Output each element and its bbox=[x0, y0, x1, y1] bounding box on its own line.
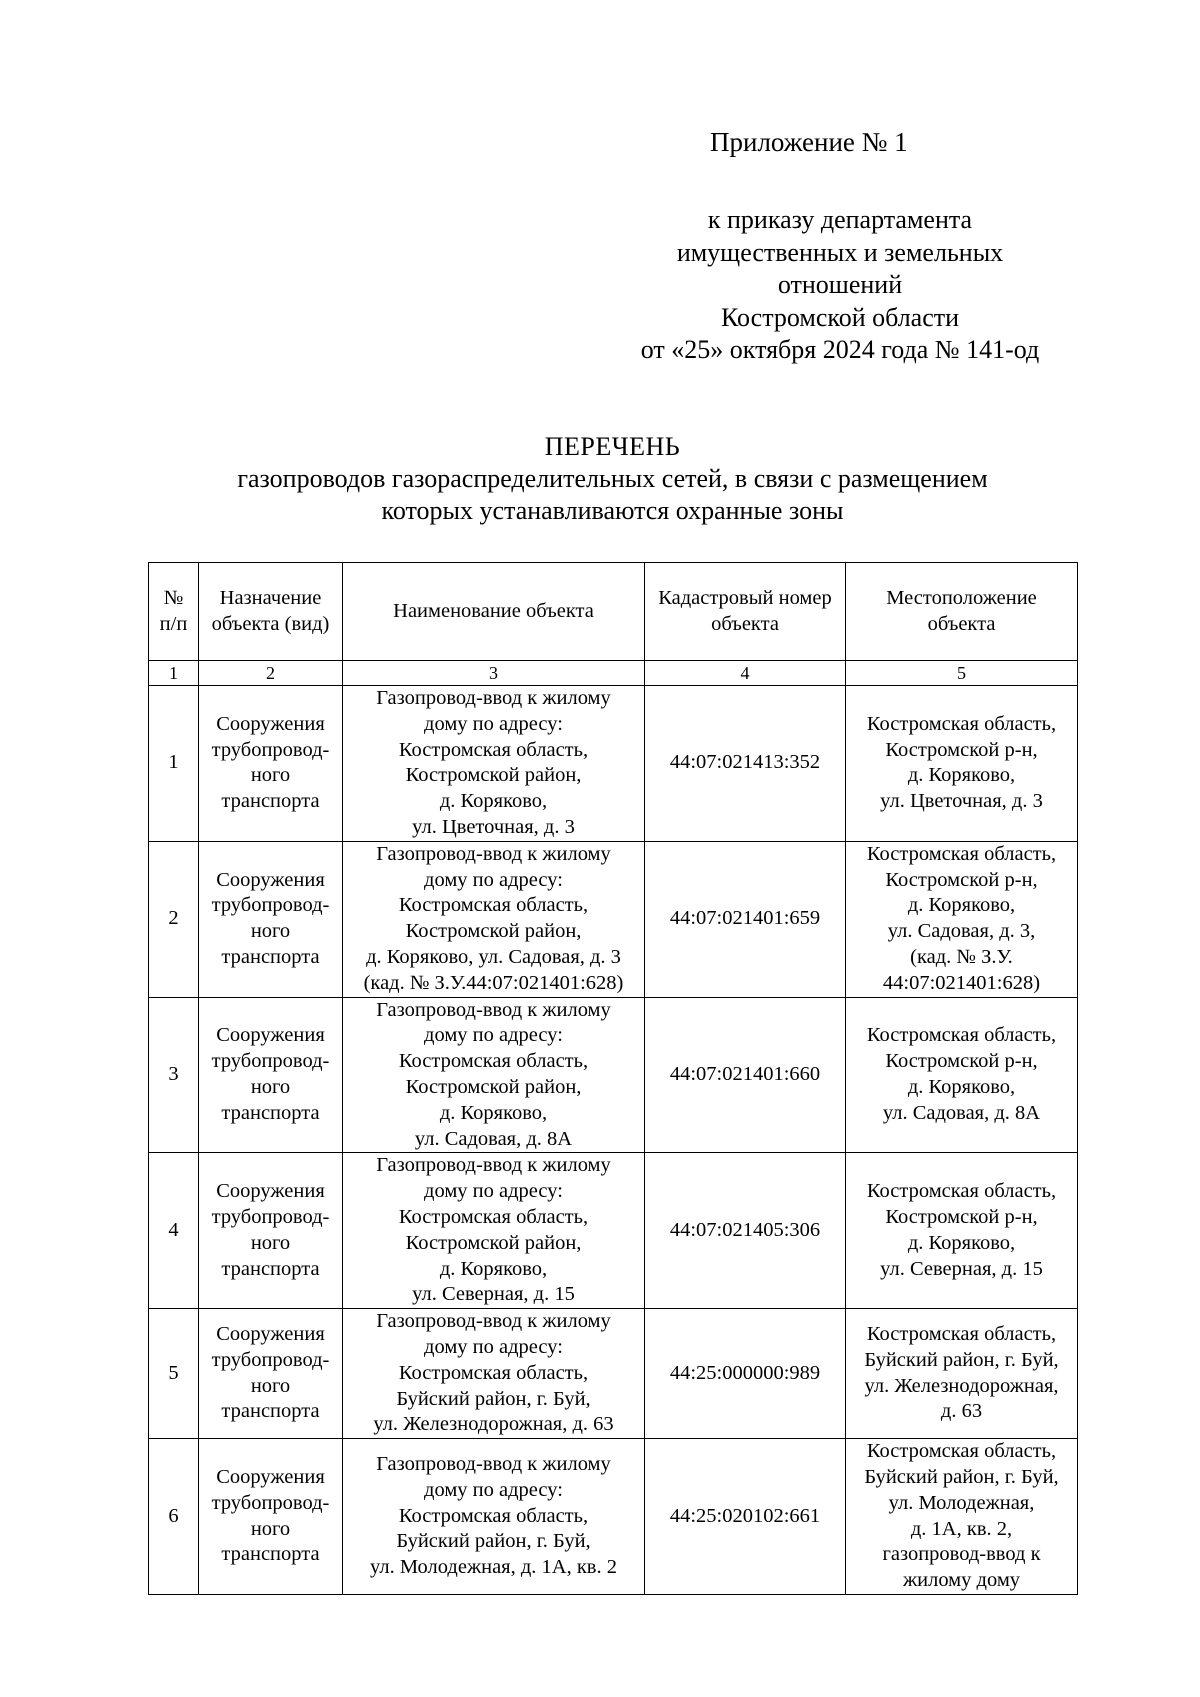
cell-line: Костромская область, bbox=[398, 894, 589, 917]
object-location bbox=[846, 1309, 1078, 1439]
row-number bbox=[149, 841, 199, 997]
cell-line: Кадастровый номер bbox=[658, 586, 832, 609]
object-kind bbox=[199, 686, 343, 842]
cell-line: Газопровод-ввод к жилому bbox=[376, 842, 611, 865]
cell-line: ного bbox=[250, 1374, 291, 1397]
cell-line: Назначение bbox=[219, 586, 322, 609]
table-row bbox=[149, 841, 1078, 997]
table-header-row bbox=[149, 563, 1078, 661]
table-row bbox=[149, 1439, 1078, 1595]
cell-line: ул. Цветочная, д. 3 bbox=[412, 815, 575, 838]
cell-line: транспорта bbox=[221, 945, 320, 968]
cell-line: Сооружения bbox=[216, 712, 325, 735]
cell-line: 5 bbox=[168, 1361, 179, 1384]
cell-line: дому по адресу: bbox=[424, 712, 563, 735]
cell-line: транспорта bbox=[221, 1543, 320, 1566]
cell-line: (кад. № З.У.44:07:021401:628) bbox=[363, 971, 624, 994]
cell-line: д. Коряково, bbox=[907, 894, 1016, 917]
row-number bbox=[149, 1153, 199, 1309]
cell-line: ул. Северная, д. 15 bbox=[412, 1283, 575, 1306]
column-number: 3 bbox=[343, 661, 645, 686]
cell-line: дому по адресу: bbox=[424, 1180, 563, 1203]
column-number: 4 bbox=[645, 661, 846, 686]
object-name bbox=[343, 841, 645, 997]
cell-line: Костромской район, bbox=[405, 1075, 582, 1098]
cell-line: Наименование объекта bbox=[393, 599, 594, 622]
cell-line: Газопровод-ввод к жилому bbox=[376, 1154, 611, 1177]
cell-line: п/п bbox=[159, 612, 188, 635]
appendix-label: Приложение № 1 bbox=[710, 127, 908, 157]
title-heading: ПЕРЕЧЕНЬ bbox=[544, 432, 681, 461]
cell-line: ул. Молодежная, д. 1А, кв. 2 bbox=[370, 1556, 617, 1579]
cell-line: 4 bbox=[168, 1218, 179, 1241]
cell-line: трубопровод- bbox=[211, 738, 330, 761]
object-location bbox=[846, 997, 1078, 1153]
object-kind bbox=[199, 997, 343, 1153]
cell-line: д. Коряково, bbox=[907, 764, 1016, 787]
cadastral-number bbox=[645, 1153, 846, 1309]
order-line: от «25» октября 2024 года № 141-од bbox=[640, 335, 1040, 364]
table-row bbox=[149, 686, 1078, 842]
cell-line: Костромская область, bbox=[398, 738, 589, 761]
cell-line: Буйский район, г. Буй, bbox=[396, 1530, 591, 1553]
cell-line: д. Коряково, bbox=[439, 790, 548, 813]
cell-line: 44:25:020102:661 bbox=[669, 1504, 821, 1527]
cell-line: объекта bbox=[711, 612, 779, 635]
row-number bbox=[149, 686, 199, 842]
cell-line: Костромская область, bbox=[866, 1024, 1057, 1047]
object-name bbox=[343, 997, 645, 1153]
column-numbers-row bbox=[149, 661, 1078, 686]
cell-line: Костромская область, bbox=[398, 1361, 589, 1384]
cell-line: транспорта bbox=[221, 1257, 320, 1280]
cell-line: транспорта bbox=[221, 1400, 320, 1423]
order-line: имущественных и земельных bbox=[676, 237, 1004, 267]
order-reference bbox=[600, 204, 1080, 367]
cell-line: дому по адресу: bbox=[424, 1478, 563, 1501]
cell-line: Сооружения bbox=[216, 1180, 325, 1203]
cell-line: д. 63 bbox=[940, 1400, 983, 1423]
cell-line: Костромской район, bbox=[405, 920, 582, 943]
object-kind bbox=[199, 1153, 343, 1309]
cell-line: газопровод-ввод к bbox=[882, 1543, 1041, 1566]
cell-line: (кад. № З.У. bbox=[910, 945, 1013, 968]
cell-line: объекта (вид) bbox=[211, 612, 330, 635]
cell-line: Газопровод-ввод к жилому bbox=[376, 1310, 611, 1333]
object-name bbox=[343, 1153, 645, 1309]
column-number: 1 bbox=[149, 661, 199, 686]
cell-line: Газопровод-ввод к жилому bbox=[376, 998, 611, 1021]
cell-line: Костромской р-н, bbox=[885, 1050, 1038, 1073]
row-number bbox=[149, 1309, 199, 1439]
cell-line: Костромская область, bbox=[866, 1323, 1057, 1346]
cell-line: трубопровод- bbox=[211, 1205, 330, 1228]
cell-line: д. Коряково, ул. Садовая, д. 3 bbox=[366, 945, 621, 968]
cell-line: Костромская область, bbox=[398, 1205, 589, 1228]
cell-line: 44:07:021405:306 bbox=[669, 1218, 821, 1241]
cell-line: Буйский район, г. Буй, bbox=[864, 1348, 1059, 1371]
header-cadastral-number bbox=[645, 563, 846, 661]
cell-line: ного bbox=[250, 920, 291, 943]
cell-line: ул. Цветочная, д. 3 bbox=[880, 790, 1043, 813]
cell-line: Костромской район, bbox=[405, 764, 582, 787]
cell-line: Сооружения bbox=[216, 1323, 325, 1346]
title-line: газопроводов газораспределительных сетей, в связи с размещением bbox=[237, 464, 988, 493]
order-line: отношений bbox=[777, 270, 903, 299]
cell-line: 2 bbox=[168, 907, 179, 930]
cell-line: Костромская область, bbox=[398, 1504, 589, 1527]
header-location bbox=[846, 563, 1078, 661]
cell-line: дому по адресу: bbox=[424, 868, 563, 891]
cadastral-number bbox=[645, 686, 846, 842]
cell-line: ного bbox=[250, 1231, 291, 1254]
cell-line: транспорта bbox=[221, 790, 320, 813]
cell-line: Сооружения bbox=[216, 1024, 325, 1047]
cadastral-number bbox=[645, 997, 846, 1153]
cell-line: объекта bbox=[927, 612, 996, 635]
cell-line: Сооружения bbox=[216, 868, 325, 891]
cell-line: Костромской район, bbox=[405, 1231, 582, 1254]
cell-line: Костромская область, bbox=[398, 1050, 589, 1073]
order-line: Костромской области bbox=[720, 302, 960, 332]
header-number bbox=[149, 563, 199, 661]
object-name bbox=[343, 1309, 645, 1439]
cell-line: жилому дому bbox=[902, 1569, 1021, 1592]
cell-line: трубопровод- bbox=[211, 894, 330, 917]
cell-line: 44:07:021413:352 bbox=[669, 751, 821, 774]
cell-line: трубопровод- bbox=[211, 1348, 330, 1371]
cell-line: Костромская область, bbox=[866, 842, 1057, 865]
cell-line: д. 1А, кв. 2, bbox=[910, 1517, 1013, 1540]
cell-line: Костромская область, bbox=[866, 1180, 1057, 1203]
cell-line: Костромская область, bbox=[866, 1440, 1057, 1463]
cell-line: 44:25:000000:989 bbox=[669, 1361, 821, 1384]
cell-line: ного bbox=[250, 1517, 291, 1540]
object-kind bbox=[199, 1439, 343, 1595]
cell-line: Сооружения bbox=[216, 1465, 325, 1488]
object-kind bbox=[199, 1309, 343, 1439]
object-name bbox=[343, 686, 645, 842]
cell-line: 3 bbox=[168, 1063, 179, 1086]
object-kind bbox=[199, 841, 343, 997]
object-location bbox=[846, 1153, 1078, 1309]
cell-line: Костромской р-н, bbox=[885, 1205, 1038, 1228]
cell-line: ул. Садовая, д. 8А bbox=[882, 1101, 1041, 1124]
header-object-kind bbox=[199, 563, 343, 661]
cell-line: 1 bbox=[168, 751, 179, 774]
cell-line: д. Коряково, bbox=[907, 1075, 1016, 1098]
table-row bbox=[149, 1309, 1078, 1439]
title-line: которых устанавливаются охранные зоны bbox=[381, 496, 844, 525]
cell-line: д. Коряково, bbox=[439, 1101, 548, 1124]
cell-line: 44:07:021401:628) bbox=[882, 971, 1041, 994]
cell-line: ул. Садовая, д. 3, bbox=[887, 920, 1036, 943]
object-location bbox=[846, 1439, 1078, 1595]
table-row bbox=[149, 997, 1078, 1153]
cell-line: дому по адресу: bbox=[424, 1335, 563, 1358]
cell-line: 44:07:021401:659 bbox=[669, 907, 821, 930]
cell-line: ного bbox=[250, 1075, 291, 1098]
cell-line: Костромской р-н, bbox=[885, 868, 1038, 891]
cell-line: ул. Северная, д. 15 bbox=[880, 1257, 1043, 1280]
object-name bbox=[343, 1439, 645, 1595]
cell-line: дому по адресу: bbox=[424, 1024, 563, 1047]
cell-line: № bbox=[163, 586, 184, 609]
cell-line: Газопровод-ввод к жилому bbox=[376, 687, 611, 709]
cell-line: 44:07:021401:660 bbox=[669, 1063, 821, 1086]
cell-line: ул. Молодежная, bbox=[888, 1491, 1035, 1514]
cadastral-number bbox=[645, 841, 846, 997]
object-location bbox=[846, 841, 1078, 997]
column-number: 5 bbox=[846, 661, 1078, 686]
cell-line: ул. Садовая, д. 8А bbox=[414, 1127, 573, 1150]
cell-line: ул. Железнодорожная, bbox=[864, 1374, 1059, 1397]
object-location bbox=[846, 686, 1078, 842]
cell-line: трубопровод- bbox=[211, 1491, 330, 1514]
cell-line: Местоположение bbox=[886, 586, 1037, 609]
cell-line: ул. Железнодорожная, д. 63 bbox=[373, 1413, 614, 1436]
cadastral-number bbox=[645, 1439, 846, 1595]
cell-line: Буйский район, г. Буй, bbox=[864, 1465, 1059, 1488]
table-body bbox=[149, 563, 1078, 1595]
table-row bbox=[149, 1153, 1078, 1309]
cell-line: Газопровод-ввод к жилому bbox=[376, 1453, 611, 1476]
cadastral-number bbox=[645, 1309, 846, 1439]
cell-line: д. Коряково, bbox=[439, 1257, 548, 1280]
cell-line: трубопровод- bbox=[211, 1050, 330, 1073]
document-title bbox=[120, 431, 1105, 527]
cell-line: д. Коряково, bbox=[907, 1231, 1016, 1254]
cell-line: 6 bbox=[168, 1504, 179, 1527]
row-number bbox=[149, 997, 199, 1153]
cell-line: ного bbox=[250, 764, 291, 787]
row-number bbox=[149, 1439, 199, 1595]
column-number: 2 bbox=[199, 661, 343, 686]
cell-line: транспорта bbox=[221, 1101, 320, 1124]
cell-line: Костромская область, bbox=[866, 712, 1057, 735]
gas-pipelines-table bbox=[148, 562, 1078, 1595]
cell-line: Костромской р-н, bbox=[885, 738, 1038, 761]
order-line: к приказу департамента bbox=[707, 205, 973, 234]
cell-line: Буйский район, г. Буй, bbox=[396, 1387, 591, 1410]
header-object-name bbox=[343, 563, 645, 661]
